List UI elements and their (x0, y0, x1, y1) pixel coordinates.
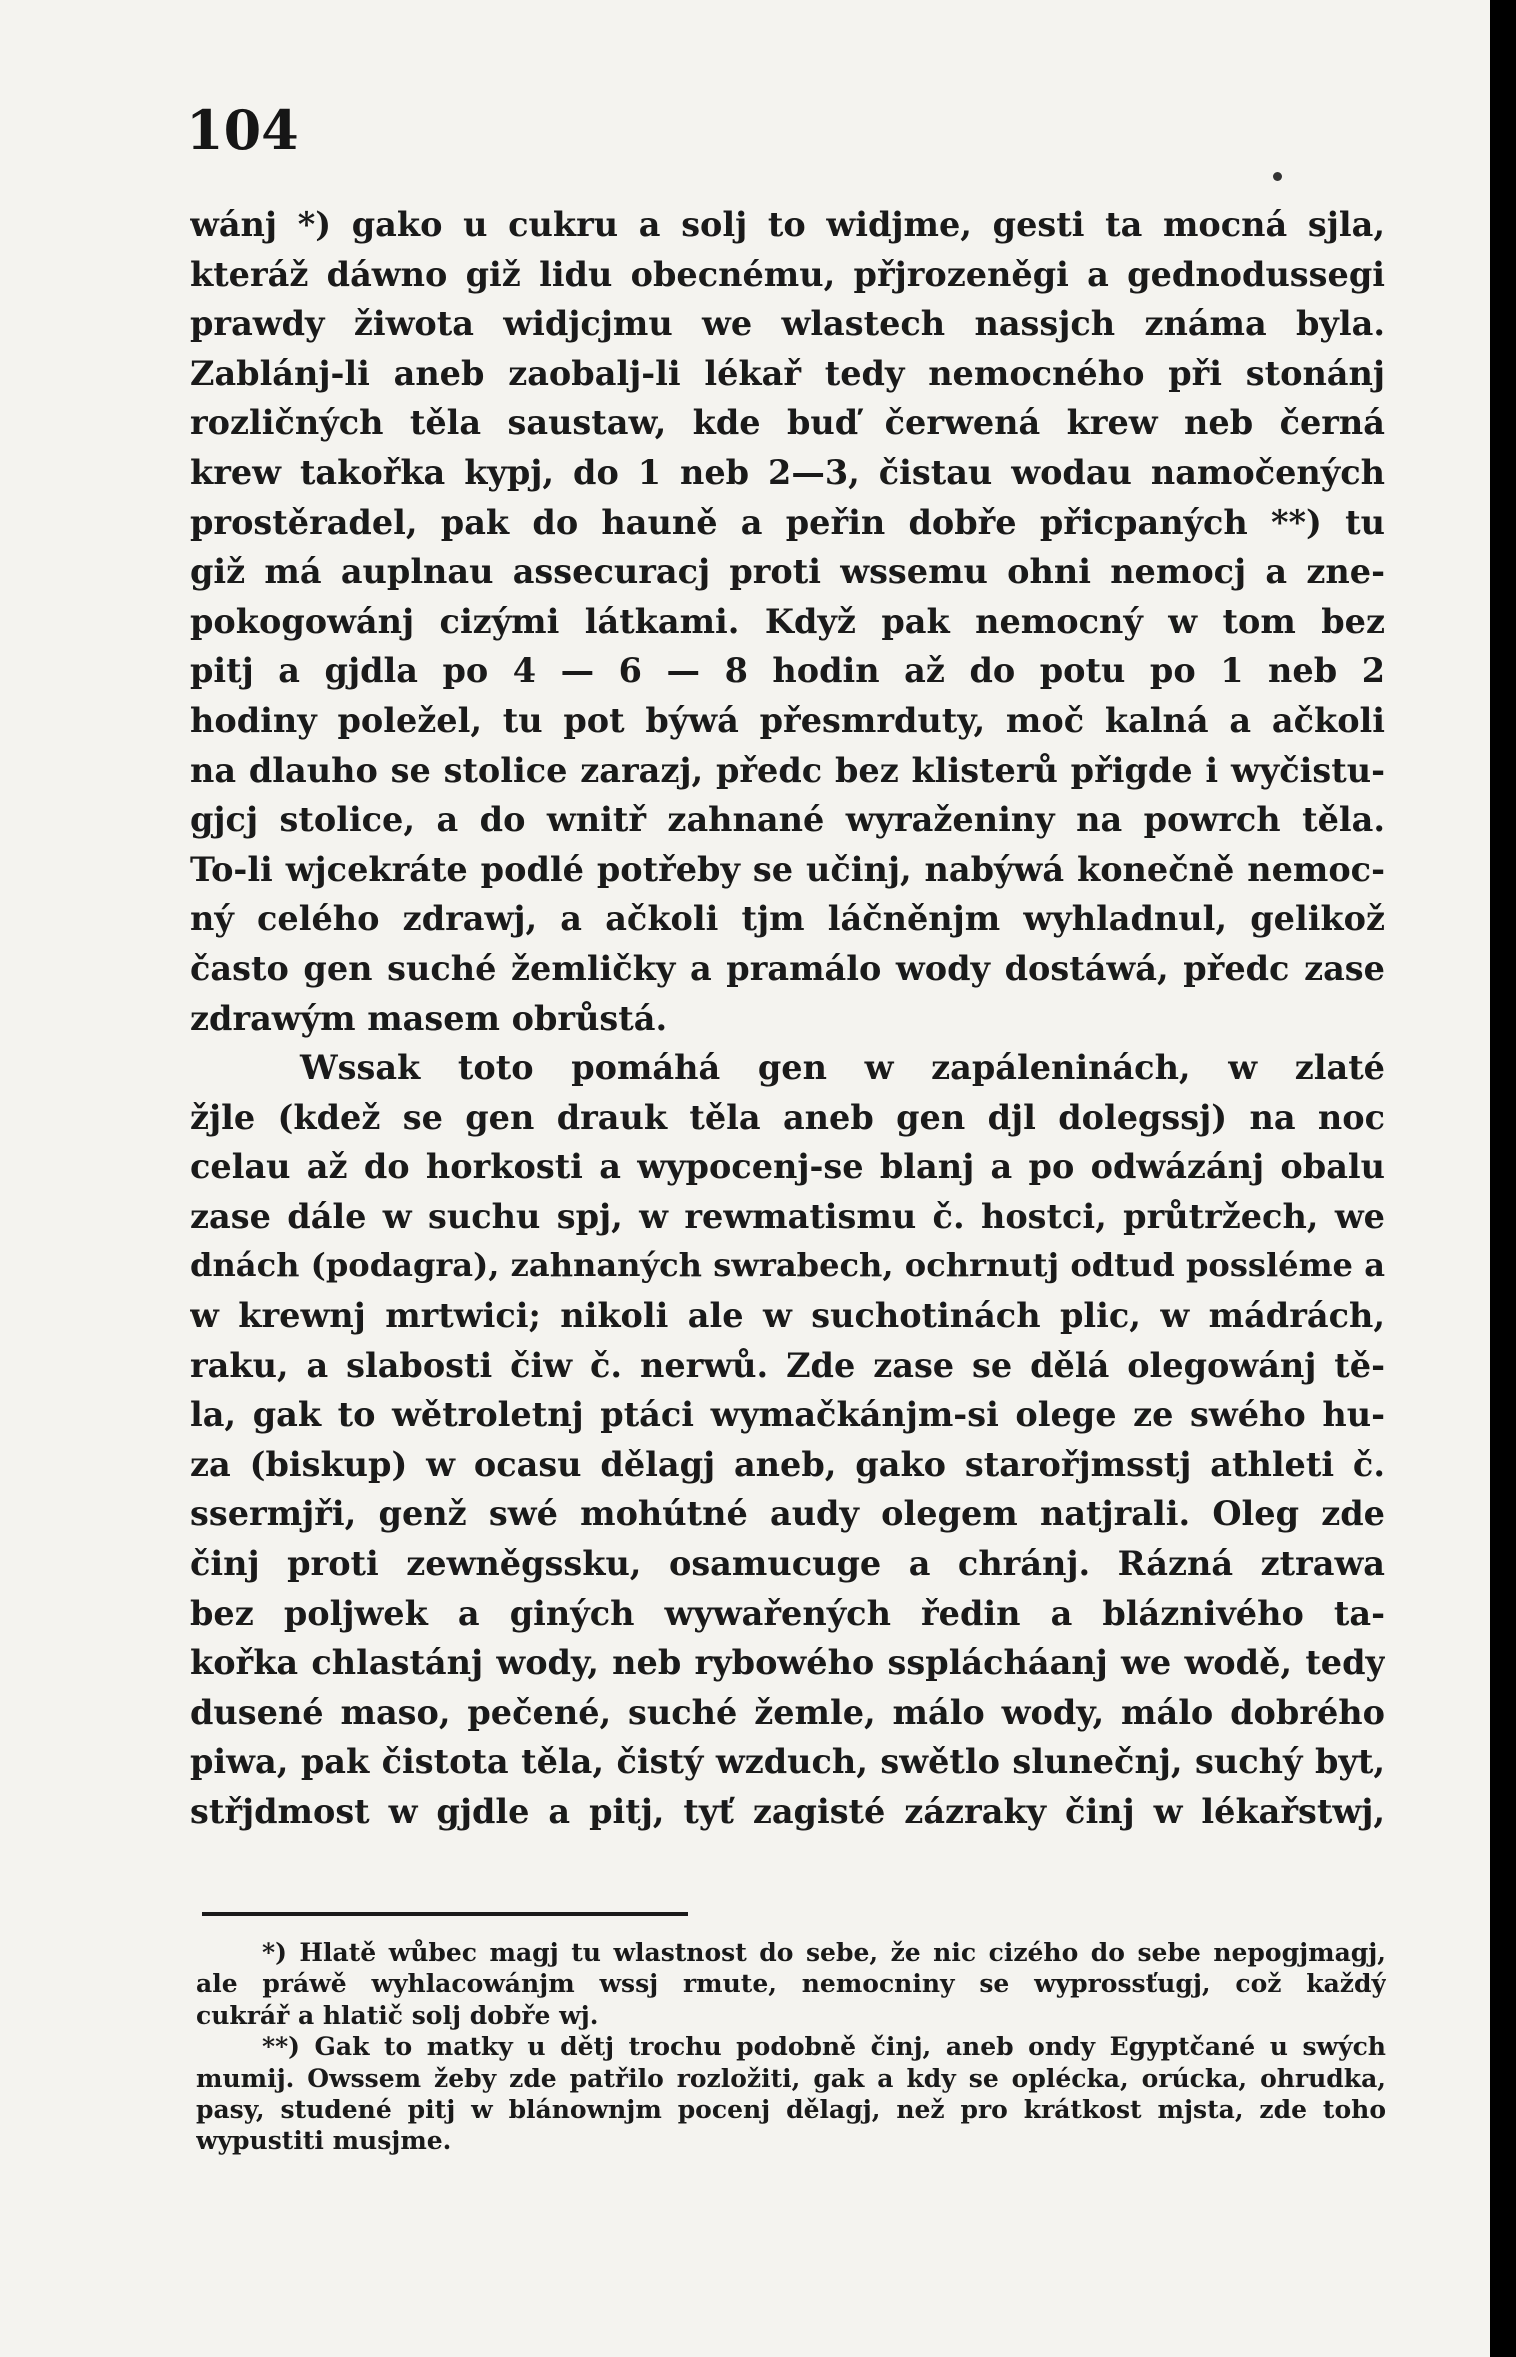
text-line: w krewnj mrtwici; nikoli ale w suchotinách plic, w mádrách, (190, 1296, 1385, 1336)
text-line: žjle (kdež se gen drauk těla aneb gen djl dolegssj) na noc (190, 1097, 1385, 1137)
footnote-line: pasy, studené pitj w blánownjm pocenj dělagj, než pro krátkost mjsta, zde toho (196, 2095, 1386, 2125)
text-line: celau až do horkosti a wypocenj-se blanj a po odwázánj obalu (190, 1147, 1385, 1187)
text-line: zase dále w suchu spj, w rewmatismu č. hostci, průtržech, we (190, 1196, 1385, 1236)
text-line: zdrawým masem obrůstá. (190, 998, 668, 1038)
text-line: za (biskup) w ocasu dělagj aneb, gako starořjmsstj athleti č. (190, 1444, 1385, 1484)
footnote-line: **) Gak to matky u dětj trochu podobně činj, aneb ondy Egyptčané u swých (262, 2032, 1386, 2062)
footnote-line: *) Hlatě wůbec magj tu wlastnost do sebe, že nic cizého do sebe nepogjmagj, (262, 1938, 1386, 1967)
text-line: rozličných těla saustaw, kde buď čerwená krew neb černá (190, 403, 1385, 443)
text-line: prostěradel, pak do hauně a peřin dobře přicpaných **) tu (190, 502, 1385, 542)
text-line: prawdy žiwota widjcjmu we wlastech nassjch známa byla. (190, 304, 1385, 344)
text-line: ssermjři, genž swé mohútné audy olegem natjrali. Oleg zde (190, 1494, 1385, 1534)
text-line: činj proti zewněgssku, osamucuge a chránj. Rázná ztrawa (190, 1544, 1385, 1584)
text-line: krew takořka kypj, do 1 neb 2—3, čistau wodau namočených (190, 452, 1385, 492)
footnote-separator (202, 1912, 688, 1916)
footnote-line: ale práwě wyhlacowánjm wssj rmute, nemocniny se wyprossťugj, což každý (196, 1969, 1386, 1999)
main-text (190, 200, 1385, 1837)
footnote-line: cukrář a hlatič solj dobře wj. (196, 2000, 599, 2030)
footnote-line: wypustiti musjme. (196, 2126, 452, 2156)
text-line: Wssak toto pomáhá gen w zapáleninách, w zlaté (300, 1048, 1385, 1088)
text-line: wánj *) gako u cukru a solj to widjme, gesti ta mocná sjla, (190, 205, 1385, 244)
text-line: kteráž dáwno giž lidu obecnému, přjrozeněgi a gednodussegi (190, 254, 1385, 294)
text-line: Zablánj-li aneb zaobalj-li lékař tedy nemocného při stonánj (190, 353, 1385, 393)
text-line: To-li wjcekráte podlé potřeby se učinj, nabýwá konečně nemoc- (190, 849, 1385, 889)
footnotes (196, 1937, 1386, 2157)
text-line: dnách (podagra), zahnaných swrabech, ochrnutj odtud possléme a (190, 1246, 1385, 1285)
text-line: la, gak to wětroletnj ptáci wymačkánjm-si olege ze swého hu- (190, 1395, 1385, 1435)
text-line: piwa, pak čistota těla, čistý wzduch, swětlo slunečnj, suchý byt, (190, 1742, 1385, 1782)
text-line: ný celého zdrawj, a ačkoli tjm láčněnjm wyhladnul, gelikož (190, 899, 1385, 939)
text-line: bez poljwek a giných wywařených ředin a bláznivého ta- (190, 1593, 1385, 1633)
ink-speck (1273, 172, 1282, 181)
text-line: na dlauho se stolice zarazj, předc bez klisterů přigde i wyčistu- (190, 750, 1385, 790)
text-line: často gen suché žemličky a pramálo wody dostáwá, předc zase (190, 948, 1385, 988)
footnote-line: mumij. Owssem žeby zde patřilo rozložiti, gak a kdy se oplécka, orúcka, ohrudka, (196, 2063, 1386, 2093)
text-line: raku, a slabosti čiw č. nerwů. Zde zase se dělá olegowánj tě- (190, 1345, 1385, 1385)
text-line: pitj a gjdla po 4 — 6 — 8 hodin až do potu po 1 neb 2 (190, 651, 1385, 691)
text-line: hodiny poležel, tu pot býwá přesmrduty, moč kalná a ačkoli (190, 700, 1385, 740)
text-line: střjdmost w gjdle a pitj, tyť zagisté zázraky činj w lékařstwj, (190, 1792, 1385, 1831)
text-line: gjcj stolice, a do wnitř zahnané wyraženiny na powrch těla. (190, 800, 1385, 840)
text-line: kořka chlastánj wody, neb rybowého ssplácháanj we wodě, tedy (190, 1643, 1385, 1683)
text-line: dusené maso, pečené, suché žemle, málo wody, málo dobrého (190, 1692, 1385, 1732)
page-number: 104 (186, 98, 299, 162)
text-line: giž má auplnau assecuracj proti wssemu ohni nemocj a zne- (190, 552, 1385, 592)
text-line: pokogowánj cizými látkami. Když pak nemocný w tom bez (190, 601, 1385, 641)
